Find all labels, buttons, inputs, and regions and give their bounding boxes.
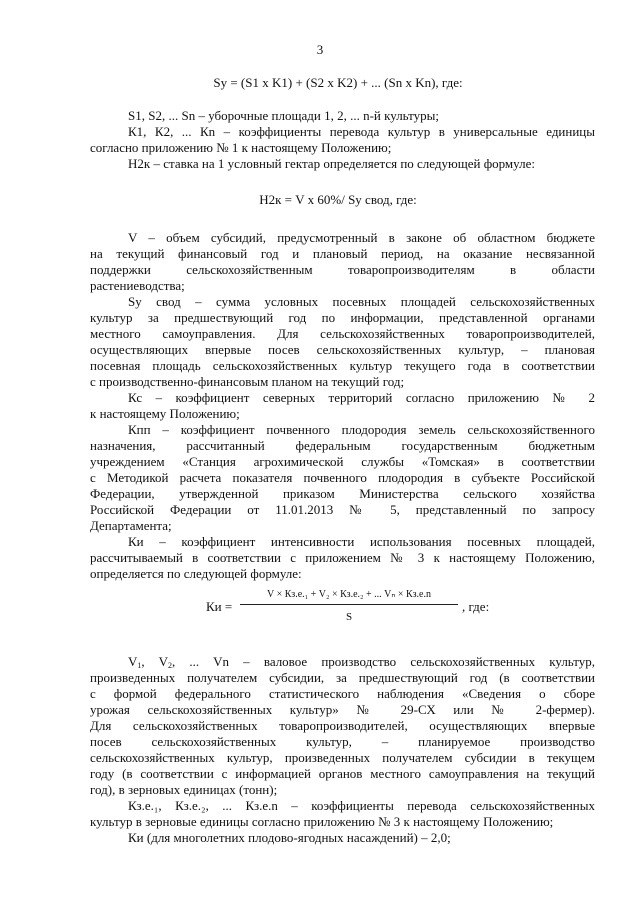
definition-kze (90, 798, 595, 830)
text-line: местного самоуправления. Для сельскохозяйственных товаропроизводителей, (90, 326, 595, 341)
text-line: с производственно-финансовым планом на текущий год; (90, 374, 405, 389)
definition-h2k (90, 156, 595, 172)
text-line: на текущий финансовый год и плановый период, на оказание несвязанной (90, 246, 595, 261)
text-line: Ки (для многолетних плодово-ягодных насаждений) – 2,0; (128, 830, 451, 845)
formula-ki (206, 587, 496, 633)
text-line: Департамента; (90, 518, 172, 533)
text-line: поддержки сельскохозяйственным товаропроизводителям в области (90, 262, 595, 277)
text-line: Sy свод – сумма условных посевных площадей сельскохозяйственных (128, 294, 595, 309)
text-line: осуществляющих впервые посев сельскохозяйственных культур, – плановая (90, 342, 595, 357)
text-line: рассчитываемый в соответствии с приложением № 3 к настоящему Положению, (90, 550, 595, 565)
text-line: году (в соответствии с информацией органов местного самоуправления на текущий (90, 766, 595, 781)
text-line (90, 654, 595, 670)
formula-sy: Sy = (S1 x K1) + (S2 x K2) + ... (Sn x Kn), где: (213, 75, 463, 90)
text-line: с Методикой расчета показателя почвенного плодородия в субъекте Российской (90, 470, 595, 485)
text-line: Кс – коэффициент северных территорий согласно приложению № 2 (128, 390, 595, 405)
definition-kc (90, 390, 595, 422)
subscript: 1 (137, 661, 142, 670)
definition-s (90, 108, 595, 124)
text-line: Федерации, утвержденной приказом Министерства сельского хозяйства (90, 486, 595, 501)
definition-ki-value (90, 830, 595, 846)
text-line: с формой федерального статистического наблюдения «Сведения о сборе (90, 686, 595, 701)
text-line: произведенных получателем субсидии, за предшествующий год (в соответствии (90, 670, 595, 685)
definition-kpp (90, 422, 595, 534)
formula-h2k: Н2к = V х 60%/ Sy свод, где: (259, 192, 417, 207)
text-line: S1, S2, ... Sn – уборочные площади 1, 2, ... n-й культуры; (128, 108, 439, 123)
definition-k (90, 124, 595, 156)
fraction-bar (240, 604, 458, 605)
text-line: согласно приложению № 1 к настоящему Положению; (90, 140, 392, 155)
definition-sy-svod (90, 294, 595, 390)
text-line: сельскохозяйственных культур, произведенных получателем субсидии в текущем (90, 750, 595, 765)
text-line: культур в зерновые единицы согласно приложению № 3 к настоящему Положению; (90, 814, 554, 829)
text-line: Для сельскохозяйственных товаропроизводителей, осуществляющих впервые (90, 718, 595, 733)
text-line: Кпп – коэффициент почвенного плодородия земель сельскохозяйственного (128, 422, 595, 437)
text-run: , ... Vn – валовое производство сельскохозяйственных культур, (171, 654, 596, 669)
text-line: К1, К2, ... Кn – коэффициенты перевода культур в универсальные единицы (128, 124, 595, 139)
formula-ki-numerator: V × Кз.е.₁ + V₂ × Кз.е.₂ + ... Vₙ × Кз.е.n (267, 589, 431, 600)
definition-vn (90, 654, 595, 798)
v-symbol: V (128, 654, 138, 669)
text-line: Н2к – ставка на 1 условный гектар определяется по следующей формуле: (128, 156, 535, 171)
subscript: 2 (167, 661, 172, 670)
text-line: определяется по следующей формуле: (90, 566, 302, 581)
text-line: к настоящему Положению; (90, 406, 240, 421)
text-line: культур за предшествующий год по информации, представленной органами (90, 310, 595, 325)
text-line: Кз.е.₁, Кз.е.₂, ... Кз.е.n – коэффициенты перевода сельскохозяйственных (128, 798, 595, 813)
text-line: назначения, рассчитанный федеральным государственным бюджетным (90, 438, 595, 453)
v-symbol: , V (141, 654, 168, 669)
text-line: V – объем субсидий, предусмотренный в законе об областном бюджете (128, 230, 595, 245)
text-line: Ки – коэффициент интенсивности использования посевных площадей, (128, 534, 595, 549)
text-line: посевная площадь сельскохозяйственных культур текущего года в соответствии (90, 358, 595, 373)
text-line: посев сельскохозяйственных культур, – планируемое производство (90, 734, 595, 749)
formula-ki-lhs: Ки = (206, 599, 233, 614)
formula-ki-rhs: , где: (462, 599, 490, 614)
text-line: урожая сельскохозяйственных культур» № 29-СХ или № 2-фермер). (90, 702, 595, 717)
formula-ki-denominator: S (345, 611, 353, 623)
text-line: учреждением «Станция агрохимической службы «Томская» в соответствии (90, 454, 595, 469)
page-number: 3 (316, 42, 324, 57)
text-line: Российской Федерации от 11.01.2013 № 5, представленный по запросу (90, 502, 595, 517)
text-line: растениеводства; (90, 278, 185, 293)
definition-v (90, 230, 595, 294)
text-line: год), в зерновых единицах (тонн); (90, 782, 278, 797)
definition-ki (90, 534, 595, 582)
